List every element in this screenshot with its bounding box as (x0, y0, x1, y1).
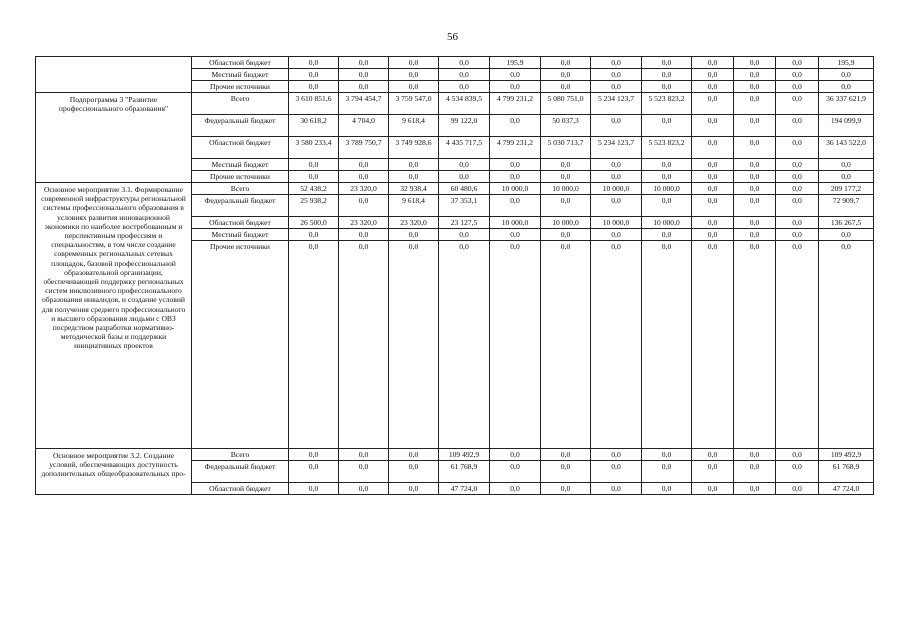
value-cell: 23 320,0 (339, 217, 389, 229)
value-cell: 50 037,3 (541, 115, 591, 137)
value-cell: 0,0 (692, 159, 734, 171)
value-cell: 0,0 (591, 461, 642, 483)
value-cell: 26 500,0 (289, 217, 339, 229)
value-cell: 0,0 (692, 183, 734, 195)
value-cell: 0,0 (692, 171, 734, 183)
section-name-cell: Основное мероприятие 3.2. Создание условий, обеспечивающих доступность дополнительных общеобразовательных про- (36, 449, 192, 495)
value-cell: 10 000,0 (591, 217, 642, 229)
value-cell: 0,0 (541, 195, 591, 217)
value-cell: 0,0 (339, 461, 389, 483)
value-cell: 99 122,0 (439, 115, 490, 137)
value-cell: 4 435 717,5 (439, 137, 490, 159)
funding-source-cell: Прочие источники (192, 81, 289, 93)
value-cell: 4 704,0 (339, 115, 389, 137)
value-cell: 0,0 (734, 241, 776, 449)
value-cell: 0,0 (339, 81, 389, 93)
value-cell: 47 724,0 (439, 483, 490, 495)
funding-source-cell: Всего (192, 449, 289, 461)
value-cell: 0,0 (692, 195, 734, 217)
value-cell: 0,0 (776, 461, 819, 483)
value-cell: 0,0 (734, 115, 776, 137)
value-cell: 0,0 (591, 81, 642, 93)
value-cell: 0,0 (734, 159, 776, 171)
value-cell: 0,0 (541, 69, 591, 81)
page-number: 56 (447, 31, 458, 43)
value-cell: 0,0 (339, 449, 389, 461)
value-cell: 0,0 (389, 81, 439, 93)
value-cell: 0,0 (734, 229, 776, 241)
funding-source-cell: Местный бюджет (192, 159, 289, 171)
value-cell: 0,0 (734, 195, 776, 217)
value-cell: 0,0 (642, 171, 692, 183)
value-cell: 109 492,9 (439, 449, 490, 461)
value-cell: 0,0 (389, 69, 439, 81)
value-cell: 0,0 (642, 461, 692, 483)
value-cell: 0,0 (776, 449, 819, 461)
value-cell: 0,0 (642, 229, 692, 241)
section-name-cell (36, 57, 192, 93)
value-cell: 0,0 (776, 241, 819, 449)
value-cell: 0,0 (591, 449, 642, 461)
value-cell: 0,0 (289, 69, 339, 81)
value-cell: 4 534 839,5 (439, 93, 490, 115)
value-cell: 0,0 (439, 171, 490, 183)
value-cell: 0,0 (776, 483, 819, 495)
value-cell: 10 000,0 (642, 183, 692, 195)
value-cell: 0,0 (389, 483, 439, 495)
value-cell: 0,0 (692, 115, 734, 137)
value-cell: 0,0 (439, 81, 490, 93)
value-cell: 0,0 (776, 183, 819, 195)
value-cell: 0,0 (692, 217, 734, 229)
value-cell: 0,0 (541, 159, 591, 171)
value-cell: 0,0 (692, 137, 734, 159)
value-cell: 0,0 (289, 241, 339, 449)
total-cell: 61 768,9 (819, 461, 874, 483)
funding-source-cell: Федеральный бюджет (192, 115, 289, 137)
value-cell: 0,0 (541, 483, 591, 495)
value-cell: 0,0 (776, 115, 819, 137)
value-cell: 0,0 (541, 461, 591, 483)
value-cell: 0,0 (642, 159, 692, 171)
value-cell: 0,0 (490, 483, 541, 495)
value-cell: 0,0 (339, 159, 389, 171)
value-cell: 0,0 (439, 241, 490, 449)
value-cell: 0,0 (289, 449, 339, 461)
total-cell: 136 267,5 (819, 217, 874, 229)
value-cell: 0,0 (490, 229, 541, 241)
funding-source-cell: Областной бюджет (192, 483, 289, 495)
value-cell: 0,0 (591, 57, 642, 69)
value-cell: 0,0 (776, 57, 819, 69)
value-cell: 0,0 (642, 69, 692, 81)
value-cell: 0,0 (541, 81, 591, 93)
value-cell: 32 938,4 (389, 183, 439, 195)
value-cell: 0,0 (490, 171, 541, 183)
value-cell: 3 610 851,6 (289, 93, 339, 115)
value-cell: 0,0 (541, 171, 591, 183)
value-cell: 0,0 (692, 229, 734, 241)
value-cell: 0,0 (289, 81, 339, 93)
value-cell: 0,0 (642, 195, 692, 217)
value-cell: 0,0 (776, 195, 819, 217)
value-cell: 0,0 (339, 69, 389, 81)
value-cell: 0,0 (289, 483, 339, 495)
value-cell: 0,0 (692, 93, 734, 115)
value-cell: 0,0 (642, 241, 692, 449)
value-cell: 0,0 (339, 241, 389, 449)
value-cell: 0,0 (591, 171, 642, 183)
value-cell: 0,0 (734, 461, 776, 483)
value-cell: 0,0 (389, 159, 439, 171)
total-cell: 47 724,0 (819, 483, 874, 495)
value-cell: 23 127,5 (439, 217, 490, 229)
value-cell: 0,0 (490, 461, 541, 483)
total-cell: 0,0 (819, 241, 874, 449)
value-cell: 0,0 (734, 137, 776, 159)
value-cell: 0,0 (490, 159, 541, 171)
value-cell: 25 938,2 (289, 195, 339, 217)
value-cell: 0,0 (439, 229, 490, 241)
value-cell: 9 618,4 (389, 195, 439, 217)
value-cell: 10 000,0 (490, 183, 541, 195)
value-cell: 5 080 751,0 (541, 93, 591, 115)
value-cell: 0,0 (642, 449, 692, 461)
value-cell: 0,0 (642, 81, 692, 93)
value-cell: 0,0 (490, 81, 541, 93)
value-cell: 0,0 (692, 57, 734, 69)
total-cell: 36 143 522,0 (819, 137, 874, 159)
table-row (36, 183, 874, 195)
value-cell: 0,0 (289, 229, 339, 241)
value-cell: 0,0 (734, 57, 776, 69)
value-cell: 0,0 (541, 229, 591, 241)
value-cell: 4 799 231,2 (490, 93, 541, 115)
funding-source-cell: Местный бюджет (192, 229, 289, 241)
value-cell: 0,0 (734, 81, 776, 93)
value-cell: 0,0 (339, 229, 389, 241)
value-cell: 0,0 (776, 217, 819, 229)
value-cell: 0,0 (734, 449, 776, 461)
value-cell: 195,9 (490, 57, 541, 69)
value-cell: 0,0 (776, 81, 819, 93)
value-cell: 0,0 (339, 57, 389, 69)
value-cell: 0,0 (389, 241, 439, 449)
value-cell: 0,0 (541, 241, 591, 449)
funding-source-cell: Областной бюджет (192, 217, 289, 229)
value-cell: 0,0 (490, 115, 541, 137)
value-cell: 3 749 928,6 (389, 137, 439, 159)
funding-source-cell: Местный бюджет (192, 69, 289, 81)
value-cell: 5 234 123,7 (591, 93, 642, 115)
value-cell: 0,0 (389, 57, 439, 69)
total-cell: 72 909,7 (819, 195, 874, 217)
value-cell: 0,0 (776, 159, 819, 171)
value-cell: 0,0 (692, 461, 734, 483)
value-cell: 0,0 (776, 171, 819, 183)
value-cell: 0,0 (289, 159, 339, 171)
value-cell: 0,0 (591, 483, 642, 495)
value-cell: 0,0 (289, 171, 339, 183)
total-cell: 36 337 621,9 (819, 93, 874, 115)
funding-source-cell: Федеральный бюджет (192, 461, 289, 483)
value-cell: 3 580 233,4 (289, 137, 339, 159)
value-cell: 0,0 (289, 57, 339, 69)
table-row (36, 57, 874, 69)
total-cell: 0,0 (819, 159, 874, 171)
value-cell: 9 618,4 (389, 115, 439, 137)
value-cell: 0,0 (692, 241, 734, 449)
value-cell: 0,0 (776, 137, 819, 159)
value-cell: 0,0 (339, 171, 389, 183)
value-cell: 52 438,2 (289, 183, 339, 195)
value-cell: 0,0 (439, 159, 490, 171)
funding-source-cell: Областной бюджет (192, 57, 289, 69)
total-cell: 195,9 (819, 57, 874, 69)
value-cell: 0,0 (389, 461, 439, 483)
value-cell: 0,0 (490, 449, 541, 461)
value-cell: 0,0 (734, 171, 776, 183)
section-name-cell: Основное мероприятие 3.1. Формирование современной инфраструктуры региональной системы профессионального образования в условиях развития инновационной экономики по наиболее востребованным и перспективным профессиям и специальностям, в том числе создание современных региональных сетевых площадок, базовой профессиональной образовательной организации, обеспечивающей поддержку региональных систем инклюзивного профессионального образования инвалидов, и создание условий для получения среднего профессионального и высшего образования людьми с ОВЗ посредством разработки нормативно-методической базы и поддержки инициативных проектов (36, 183, 192, 449)
value-cell: 0,0 (734, 183, 776, 195)
value-cell: 0,0 (541, 449, 591, 461)
value-cell: 0,0 (591, 69, 642, 81)
value-cell: 61 768,9 (439, 461, 490, 483)
value-cell: 5 234 123,7 (591, 137, 642, 159)
value-cell: 23 320,0 (339, 183, 389, 195)
value-cell: 30 618,2 (289, 115, 339, 137)
value-cell: 0,0 (692, 483, 734, 495)
value-cell: 5 523 823,2 (642, 93, 692, 115)
value-cell: 0,0 (339, 483, 389, 495)
funding-source-cell: Областной бюджет (192, 137, 289, 159)
table-row (36, 93, 874, 115)
value-cell: 0,0 (734, 69, 776, 81)
value-cell: 0,0 (591, 195, 642, 217)
total-cell: 194 099,9 (819, 115, 874, 137)
value-cell: 0,0 (591, 159, 642, 171)
value-cell: 0,0 (541, 57, 591, 69)
value-cell: 0,0 (591, 229, 642, 241)
value-cell: 10 000,0 (490, 217, 541, 229)
value-cell: 0,0 (776, 229, 819, 241)
funding-source-cell: Всего (192, 183, 289, 195)
value-cell: 5 523 823,2 (642, 137, 692, 159)
value-cell: 23 320,0 (389, 217, 439, 229)
value-cell: 0,0 (490, 195, 541, 217)
value-cell: 0,0 (439, 69, 490, 81)
value-cell: 10 000,0 (541, 217, 591, 229)
table-row (36, 449, 874, 461)
value-cell: 0,0 (591, 241, 642, 449)
value-cell: 0,0 (439, 57, 490, 69)
value-cell: 0,0 (642, 57, 692, 69)
section-name-cell: Подпрограмма 3 "Развитие профессионального образования" (36, 93, 192, 183)
value-cell: 0,0 (490, 241, 541, 449)
value-cell: 0,0 (389, 229, 439, 241)
value-cell: 0,0 (734, 483, 776, 495)
value-cell: 5 030 713,7 (541, 137, 591, 159)
funding-source-cell: Федеральный бюджет (192, 195, 289, 217)
value-cell: 3 759 547,0 (389, 93, 439, 115)
value-cell: 37 353,1 (439, 195, 490, 217)
value-cell: 0,0 (776, 69, 819, 81)
value-cell: 0,0 (692, 69, 734, 81)
funding-source-cell: Прочие источники (192, 241, 289, 449)
value-cell: 0,0 (591, 115, 642, 137)
value-cell: 10 000,0 (642, 217, 692, 229)
value-cell: 0,0 (490, 69, 541, 81)
value-cell: 0,0 (389, 449, 439, 461)
value-cell: 0,0 (734, 93, 776, 115)
value-cell: 0,0 (289, 461, 339, 483)
total-cell: 0,0 (819, 171, 874, 183)
value-cell: 0,0 (642, 483, 692, 495)
value-cell: 10 000,0 (591, 183, 642, 195)
total-cell: 0,0 (819, 69, 874, 81)
value-cell: 4 799 231,2 (490, 137, 541, 159)
value-cell: 0,0 (776, 93, 819, 115)
budget-table (35, 56, 874, 495)
value-cell: 0,0 (692, 81, 734, 93)
total-cell: 209 177,2 (819, 183, 874, 195)
funding-source-cell: Всего (192, 93, 289, 115)
value-cell: 0,0 (339, 195, 389, 217)
value-cell: 0,0 (389, 171, 439, 183)
total-cell: 0,0 (819, 81, 874, 93)
value-cell: 0,0 (642, 115, 692, 137)
funding-source-cell: Прочие источники (192, 171, 289, 183)
total-cell: 0,0 (819, 229, 874, 241)
value-cell: 60 480,6 (439, 183, 490, 195)
total-cell: 109 492,9 (819, 449, 874, 461)
value-cell: 0,0 (692, 449, 734, 461)
value-cell: 10 000,0 (541, 183, 591, 195)
value-cell: 3 794 454,7 (339, 93, 389, 115)
value-cell: 3 789 750,7 (339, 137, 389, 159)
value-cell: 0,0 (734, 217, 776, 229)
